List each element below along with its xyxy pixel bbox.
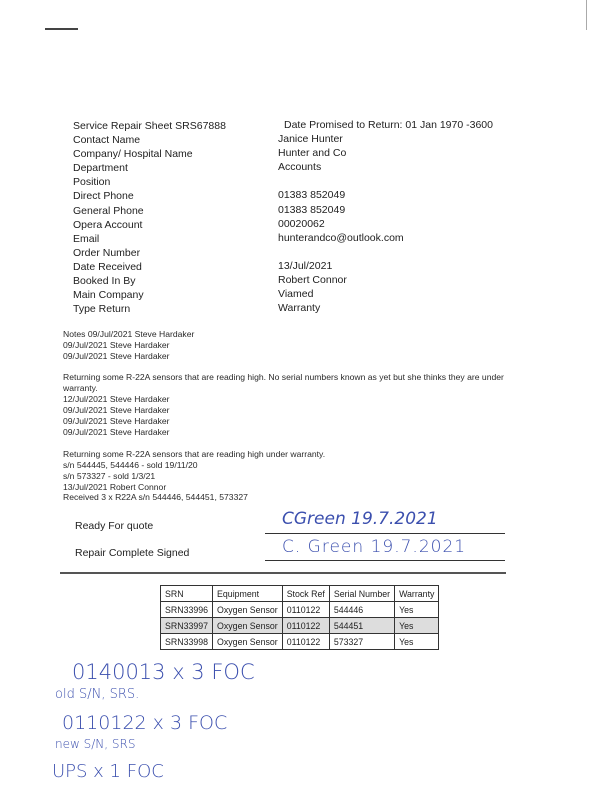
signature-line (265, 533, 505, 534)
note-line: 09/Jul/2021 Steve Hardaker (63, 416, 170, 426)
note-line: 09/Jul/2021 Steve Hardaker (63, 427, 170, 437)
field-label: General Phone (73, 204, 144, 217)
note-line: Received 3 x R22A s/n 544446, 544451, 573327 (63, 492, 248, 502)
handwritten-note: old S/N, SRS. (55, 687, 140, 702)
field-label: Email (73, 232, 100, 245)
field-label: Position (73, 176, 111, 189)
field-value: 00020062 (278, 217, 325, 230)
table-row (161, 602, 439, 618)
column-header: Stock Ref (282, 586, 329, 602)
note-line: 13/Jul/2021 Robert Connor (63, 482, 167, 492)
table-cell: 0110122 (282, 618, 329, 634)
note-line: Returning some R-22A sensors that are reading high. No serial numbers known as yet but she thinks they are under (63, 372, 504, 382)
field-label: Contact Name (73, 134, 141, 146)
note-line: 09/Jul/2021 Steve Hardaker (63, 340, 170, 350)
note-line: 12/Jul/2021 Steve Hardaker (63, 394, 170, 404)
table-cell: Oxygen Sensor (213, 634, 283, 650)
column-header: Equipment (213, 586, 283, 602)
table-cell: 544446 (329, 602, 394, 618)
table-cell: Oxygen Sensor (213, 602, 283, 618)
table-cell: Yes (395, 634, 439, 650)
field-value: Accounts (278, 161, 322, 174)
table-cell: 573327 (329, 634, 394, 650)
date-promised: Date Promised to Return: 01 Jan 1970 -3600 (284, 119, 493, 131)
field-label: Type Return (73, 303, 131, 316)
note-line: s/n 544445, 544446 - sold 19/11/20 (63, 460, 198, 470)
column-header: SRN (161, 586, 213, 602)
field-label: Company/ Hospital Name (73, 148, 193, 161)
table-cell: SRN33998 (161, 634, 213, 650)
field-value: 13/Jul/2021 (278, 259, 333, 272)
handwritten-note: new S/N, SRS (55, 737, 136, 751)
handwritten-note: 0140013 x 3 FOC (72, 660, 255, 684)
scan-mark (45, 28, 78, 30)
field-label: Main Company (73, 289, 144, 302)
scan-edge (586, 0, 587, 30)
field-value: Warranty (278, 302, 321, 315)
table-cell: 544451 (329, 618, 394, 634)
signature-line (265, 560, 505, 561)
note-line: 09/Jul/2021 Steve Hardaker (63, 405, 170, 415)
table-row (161, 634, 439, 650)
column-header: Warranty (395, 586, 439, 602)
field-label: Date Received (73, 260, 142, 273)
ready-for-quote-label: Ready For quote (75, 520, 154, 532)
field-label: Opera Account (73, 218, 143, 231)
table-cell: Yes (395, 618, 439, 634)
field-value: Hunter and Co (278, 147, 347, 160)
field-value: hunterandco@outlook.com (278, 231, 404, 244)
field-label: Order Number (73, 246, 141, 259)
field-value: Janice Hunter (278, 133, 343, 145)
table-cell: SRN33996 (161, 602, 213, 618)
field-label: Booked In By (73, 275, 136, 287)
table-cell: 0110122 (282, 602, 329, 618)
complete-signature: C. Green 19.7.2021 (282, 537, 467, 557)
table-cell: Oxygen Sensor (213, 618, 283, 634)
equipment-table (160, 585, 439, 650)
field-value: 01383 852049 (278, 203, 346, 216)
field-label: Department (73, 162, 128, 175)
note-line: Notes 09/Jul/2021 Steve Hardaker (63, 329, 195, 339)
column-header: Serial Number (329, 586, 394, 602)
table-cell: 0110122 (282, 634, 329, 650)
table-cell: SRN33997 (161, 618, 213, 634)
note-line: s/n 573327 - sold 1/3/21 (63, 471, 156, 481)
field-value: Robert Connor (278, 274, 347, 286)
field-label: Direct Phone (73, 190, 134, 203)
note-line: 09/Jul/2021 Steve Hardaker (63, 351, 170, 361)
divider (60, 572, 506, 574)
handwritten-note: UPS x 1 FOC (52, 761, 164, 782)
note-line: Returning some R-22A sensors that are reading high under warranty. (63, 449, 326, 459)
handwritten-note: 0110122 x 3 FOC (62, 712, 228, 734)
table-cell: Yes (395, 602, 439, 618)
field-value: Viamed (278, 288, 314, 301)
ready-signature: CGreen 19.7.2021 (282, 509, 438, 529)
table-row (161, 618, 439, 634)
note-line: warranty. (63, 383, 98, 393)
repair-complete-label: Repair Complete Signed (75, 547, 190, 559)
sheet-title: Service Repair Sheet SRS67888 (73, 120, 226, 132)
field-value: 01383 852049 (278, 189, 346, 202)
